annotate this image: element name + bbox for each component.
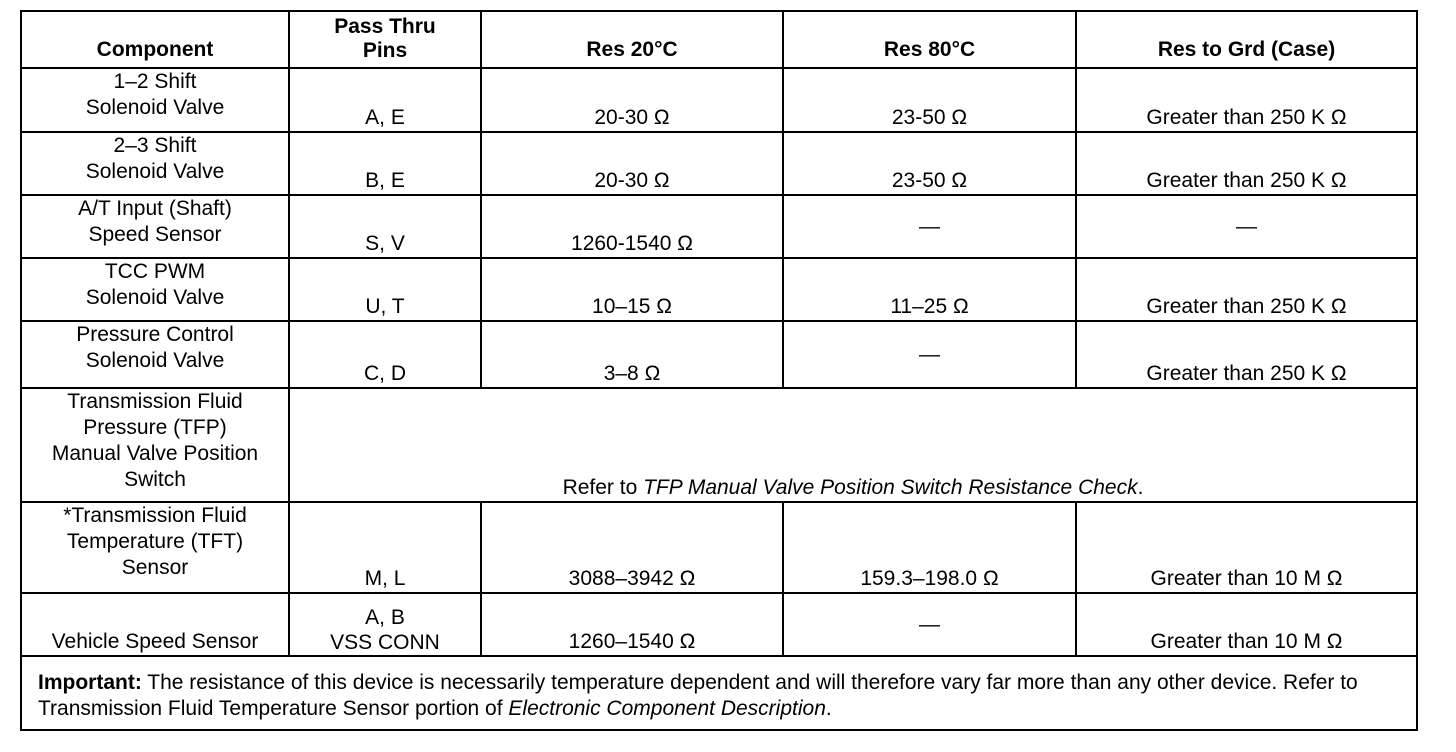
table-row (21, 68, 1417, 132)
res-to-ground-cell: Greater than 250 K Ω (1076, 321, 1417, 388)
pins-cell: A, B VSS CONN (289, 593, 481, 656)
header-res-80c: Res 80°C (783, 11, 1076, 68)
important-note (21, 656, 1417, 730)
res-80c-cell: — (783, 195, 1076, 258)
res-20c-cell: 1260–1540 Ω (481, 593, 783, 656)
component-cell: 2–3 Shift Solenoid Valve (21, 132, 289, 195)
table-row (21, 132, 1417, 195)
res-80c-cell: 11–25 Ω (783, 258, 1076, 321)
component-cell: Vehicle Speed Sensor (21, 593, 289, 656)
note-text: The resistance of this device is necessarily temperature dependent and will therefore vary far more than any other device. Refer to Transmission Fluid Temperature Sensor portion of (38, 671, 1358, 720)
res-80c-cell: 23-50 Ω (783, 132, 1076, 195)
table-row (21, 321, 1417, 388)
res-20c-cell: 10–15 Ω (481, 258, 783, 321)
note-italic-reference: Electronic Component Description (508, 697, 826, 720)
res-20c-cell: 20-30 Ω (481, 68, 783, 132)
note-label: Important: (38, 671, 142, 694)
header-res-to-ground: Res to Grd (Case) (1076, 11, 1417, 68)
res-80c-cell: 23-50 Ω (783, 68, 1076, 132)
resistance-spec-table (20, 10, 1418, 731)
res-to-ground-cell: — (1076, 195, 1417, 258)
refer-suffix: . (1137, 476, 1144, 499)
pins-cell: S, V (289, 195, 481, 258)
res-80c-cell: — (783, 321, 1076, 388)
table-row (21, 593, 1417, 656)
header-pins: Pass Thru Pins (289, 11, 481, 68)
refer-link-text: TFP Manual Valve Position Switch Resistance Check (643, 476, 1138, 499)
component-cell: TCC PWM Solenoid Valve (21, 258, 289, 321)
note-end: . (825, 697, 832, 720)
res-to-ground-cell: Greater than 250 K Ω (1076, 132, 1417, 195)
res-to-ground-cell: Greater than 250 K Ω (1076, 258, 1417, 321)
pins-cell: A, E (289, 68, 481, 132)
res-80c-cell: — (783, 593, 1076, 656)
res-20c-cell: 20-30 Ω (481, 132, 783, 195)
header-res-20c: Res 20°C (481, 11, 783, 68)
component-cell: A/T Input (Shaft) Speed Sensor (21, 195, 289, 258)
refer-prefix: Refer to (562, 476, 644, 499)
table-row (21, 195, 1417, 258)
component-cell: Pressure Control Solenoid Valve (21, 321, 289, 388)
pins-cell: M, L (289, 502, 481, 593)
note-row (21, 656, 1417, 730)
res-80c-cell: 159.3–198.0 Ω (783, 502, 1076, 593)
res-to-ground-cell: Greater than 10 M Ω (1076, 593, 1417, 656)
res-to-ground-cell: Greater than 250 K Ω (1076, 68, 1417, 132)
refer-cell (289, 388, 1417, 502)
res-20c-cell: 3–8 Ω (481, 321, 783, 388)
table-row (21, 258, 1417, 321)
table-row (21, 502, 1417, 593)
component-cell: 1–2 Shift Solenoid Valve (21, 68, 289, 132)
component-cell: *Transmission Fluid Temperature (TFT) Sensor (21, 502, 289, 593)
res-20c-cell: 3088–3942 Ω (481, 502, 783, 593)
header-row (21, 11, 1417, 68)
res-to-ground-cell: Greater than 10 M Ω (1076, 502, 1417, 593)
header-component: Component (21, 11, 289, 68)
pins-cell: C, D (289, 321, 481, 388)
table-row (21, 388, 1417, 502)
res-20c-cell: 1260-1540 Ω (481, 195, 783, 258)
component-cell: Transmission Fluid Pressure (TFP) Manual Valve Position Switch (21, 388, 289, 502)
pins-cell: U, T (289, 258, 481, 321)
pins-cell: B, E (289, 132, 481, 195)
